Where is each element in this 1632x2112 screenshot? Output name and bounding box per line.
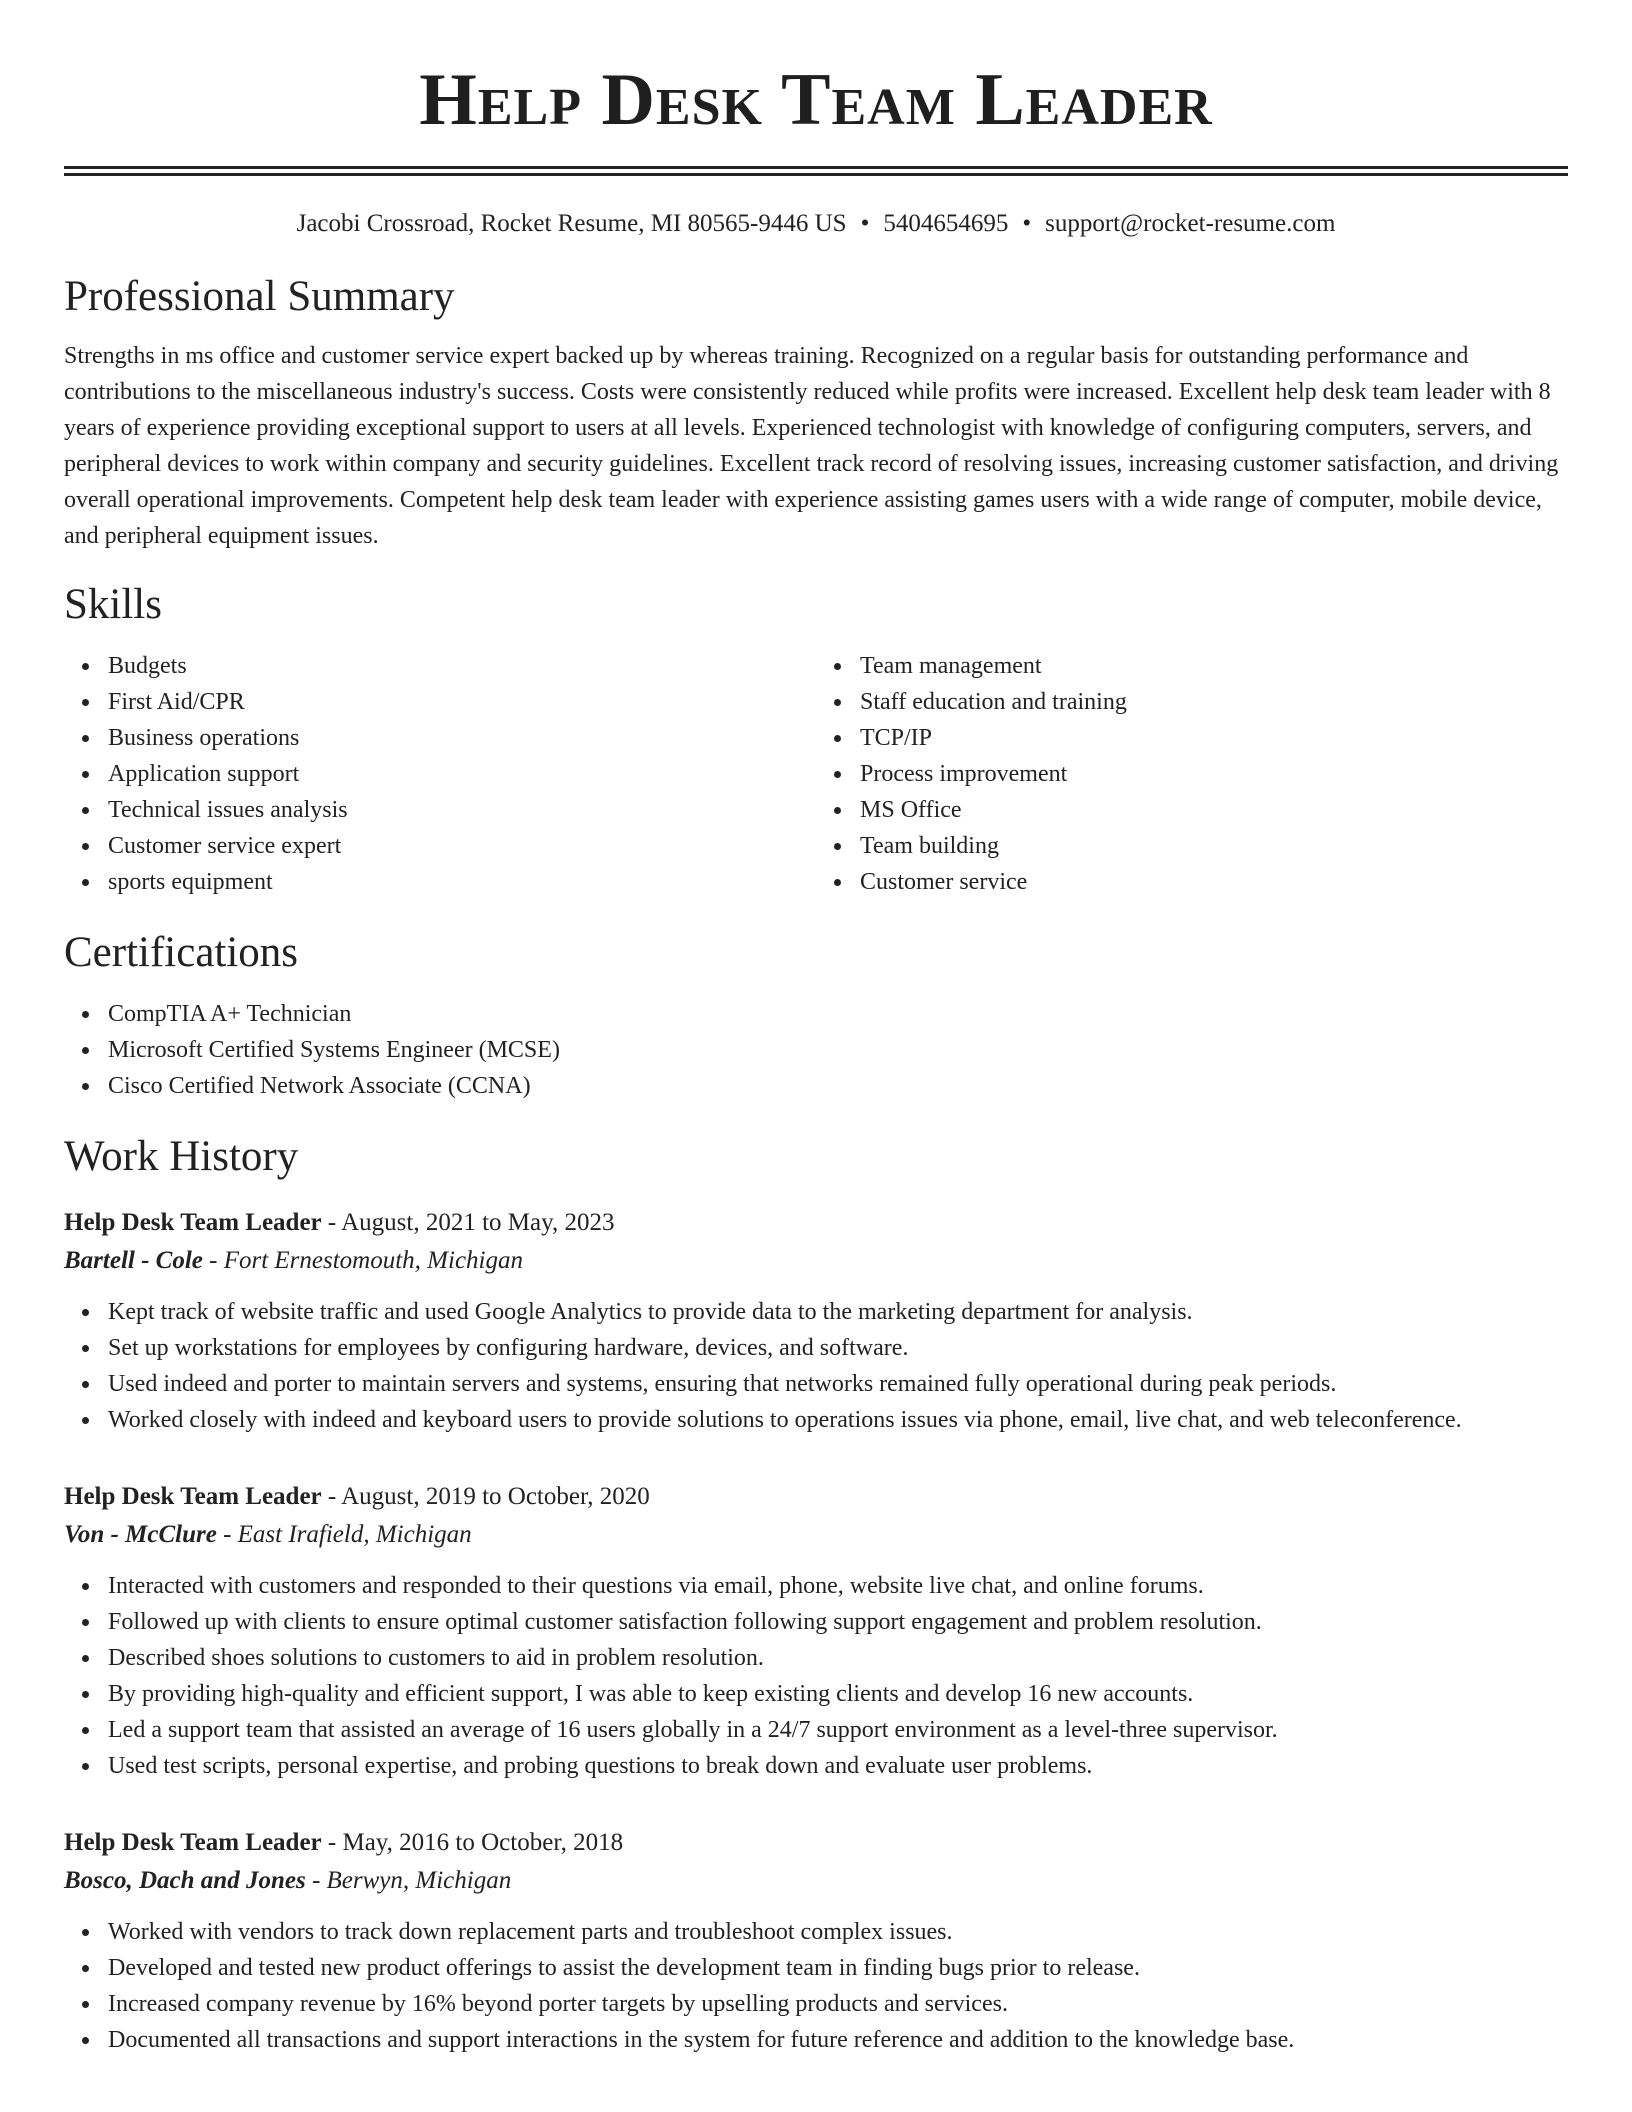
job-role: Help Desk Team Leader [64,1829,322,1856]
skill-item: Customer service expert [108,828,816,864]
duty-item: Worked with vendors to track down replacement parts and troubleshoot complex issues. [108,1914,1568,1950]
summary-heading: Professional Summary [64,273,455,320]
job-dates: - May, 2016 to October, 2018 [321,1829,624,1856]
job-dates: - August, 2021 to May, 2023 [321,1209,615,1236]
job-location: - East Irafield, Michigan [216,1521,472,1548]
job-dates: - August, 2019 to October, 2020 [321,1483,650,1510]
skill-item: Business operations [108,720,816,756]
contact-phone: 5404654695 [883,210,1009,237]
skills-columns [64,648,1568,900]
skill-item: TCP/IP [860,720,1568,756]
job-duties [64,1294,1568,1438]
contact-separator: • [860,210,870,237]
work-history-heading: Work History [64,1133,299,1180]
skill-item: MS Office [860,792,1568,828]
contact-email: support@rocket-resume.com [1045,210,1336,237]
skill-item: Staff education and training [860,684,1568,720]
skill-item: sports equipment [108,864,816,900]
duty-item: Followed up with clients to ensure optimal customer satisfaction following support engagement and problem resolution. [108,1604,1568,1640]
skill-item: Budgets [108,648,816,684]
resume-page [64,0,1568,2058]
job-company: Bosco, Dach and Jones [64,1867,306,1894]
skills-list-right [816,648,1568,900]
skill-item: Process improvement [860,756,1568,792]
skill-item: Team building [860,828,1568,864]
job-title-line [64,1478,1568,1516]
job-company-line [64,1242,1568,1280]
certification-item: Microsoft Certified Systems Engineer (MCSE) [108,1032,1568,1068]
certifications-heading: Certifications [64,929,299,976]
job-title-line [64,1824,1568,1862]
duty-item: Developed and tested new product offerings to assist the development team in finding bugs prior to release. [108,1950,1568,1986]
skill-item: Technical issues analysis [108,792,816,828]
certification-item: CompTIA A+ Technician [108,996,1568,1032]
job-company: Von - McClure [64,1521,217,1548]
contact-separator: • [1022,210,1032,237]
skills-list-left [64,648,816,900]
skill-item: First Aid/CPR [108,684,816,720]
skill-item: Application support [108,756,816,792]
certification-item: Cisco Certified Network Associate (CCNA) [108,1068,1568,1104]
duty-item: Led a support team that assisted an average of 16 users globally in a 24/7 support environment as a level-three supervisor. [108,1712,1568,1748]
duty-item: Increased company revenue by 16% beyond porter targets by upselling products and services. [108,1986,1568,2022]
job-company-line [64,1862,1568,1900]
job-location: - Berwyn, Michigan [305,1867,512,1894]
duty-item: Worked closely with indeed and keyboard users to provide solutions to operations issues via phone, email, live chat, and web teleconference. [108,1402,1568,1438]
duty-item: Described shoes solutions to customers to aid in problem resolution. [108,1640,1568,1676]
job-entry [64,1478,1568,1784]
duty-item: Documented all transactions and support interactions in the system for future reference and addition to the knowledge base. [108,2022,1568,2058]
duty-item: Interacted with customers and responded to their questions via email, phone, website live chat, and online forums. [108,1568,1568,1604]
job-title-line [64,1204,1568,1242]
duty-item: Set up workstations for employees by configuring hardware, devices, and software. [108,1330,1568,1366]
job-company-line [64,1516,1568,1554]
summary-text: Strengths in ms office and customer service expert backed up by whereas training. Recognized on a regular basis for outstanding performance and contributions to the miscellaneous industry's success. Costs were consistently reduced while profits were increased. Excellent help desk team leader with 8 years of experience providing exceptional support to users at all levels. Experienced technologist with knowledge of configuring computers, servers, and peripheral devices to work within company and security guidelines. Excellent track record of resolving issues, increasing customer satisfaction, and driving overall operational improvements. Competent help desk team leader with experience assisting games users with a wide range of computer, mobile device, and peripheral equipment issues. [64,343,1559,549]
skills-heading: Skills [64,581,162,628]
job-entry [64,1824,1568,2058]
skill-item: Customer service [860,864,1568,900]
job-duties [64,1568,1568,1784]
job-role: Help Desk Team Leader [64,1209,322,1236]
skill-item: Team management [860,648,1568,684]
duty-item: Used indeed and porter to maintain servers and systems, ensuring that networks remained fully operational during peak periods. [108,1366,1568,1402]
duty-item: Used test scripts, personal expertise, and probing questions to break down and evaluate user problems. [108,1748,1568,1784]
job-entry [64,1204,1568,1438]
job-role: Help Desk Team Leader [64,1483,322,1510]
duty-item: By providing high-quality and efficient support, I was able to keep existing clients and develop 16 new accounts. [108,1676,1568,1712]
title-divider [64,166,1568,176]
contact-address: Jacobi Crossroad, Rocket Resume, MI 80565-9446 US [296,210,847,237]
job-company: Bartell - Cole [64,1247,203,1274]
contact-line [64,208,1568,240]
job-location: - Fort Ernestomouth, Michigan [202,1247,523,1274]
job-duties [64,1914,1568,2058]
duty-item: Kept track of website traffic and used Google Analytics to provide data to the marketing department for analysis. [108,1294,1568,1330]
resume-title: Help Desk Team Leader [419,59,1213,141]
certifications-list [64,996,1568,1104]
